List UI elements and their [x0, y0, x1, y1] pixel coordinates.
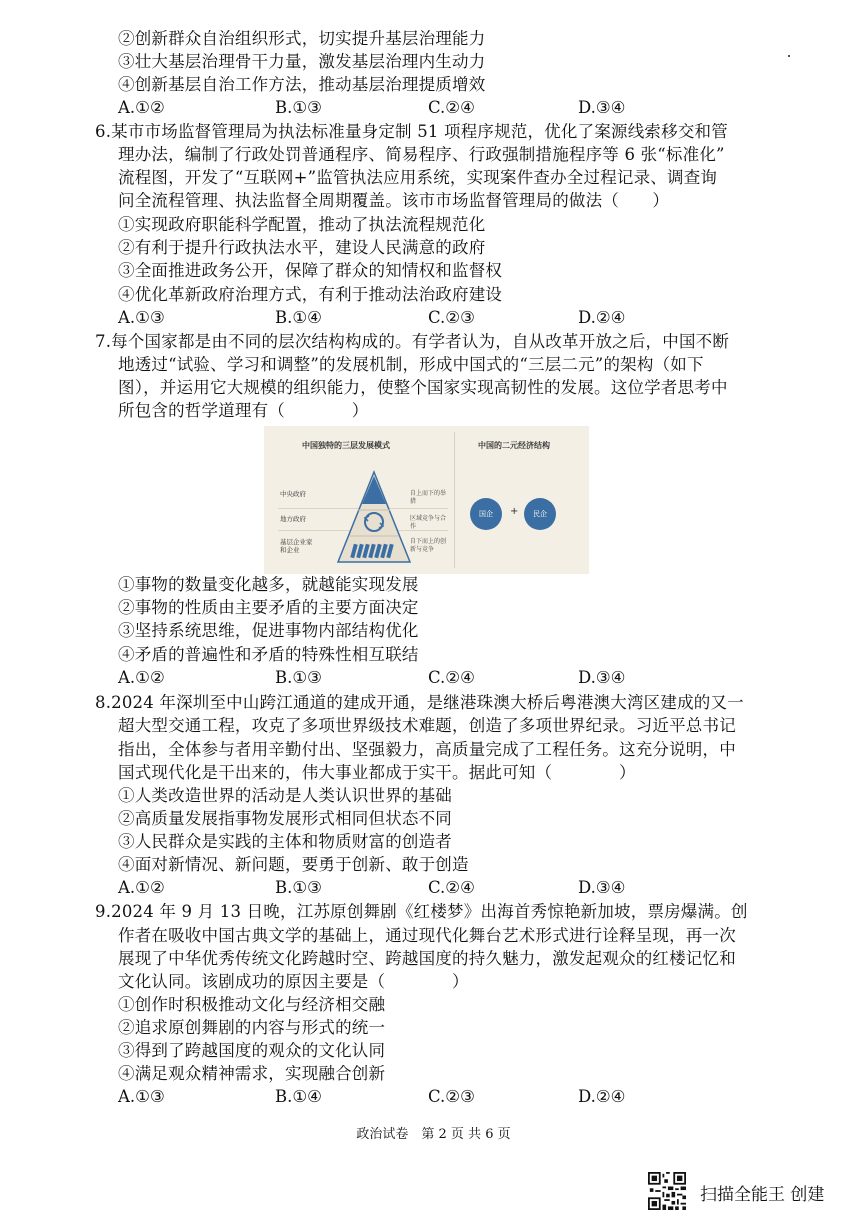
option-statement: ④矛盾的普遍性和矛盾的特殊性相互联结 — [118, 645, 419, 664]
tier-note-top-down: 自上而下的举措 — [410, 490, 447, 505]
question-9-stem: 文化认同。该剧成功的原因主要是（ ） — [118, 972, 469, 991]
option-d: D.②④ — [578, 308, 626, 327]
option-d: D.③④ — [578, 98, 626, 117]
question-9-stem: 作者在吸收中国古典文学的基础上，通过现代化舞台艺术形式进行诠释呈现，再一次 — [118, 926, 736, 945]
option-statement: ③得到了跨越国度的观众的文化认同 — [118, 1041, 386, 1060]
option-a: A.①② — [118, 878, 165, 897]
scan-speck — [788, 55, 790, 57]
tier-note-bottom-up: 自下而上的创新与竞争 — [410, 538, 447, 553]
option-a: A.①③ — [118, 308, 165, 327]
question-8-stem: 8.2024 年深圳至中山跨江通道的建成开通，是继港珠澳大桥后粤港澳大湾区建成的又一 — [95, 693, 744, 712]
option-a: A.①② — [118, 668, 165, 687]
question-9-stem: 展现了中华优秀传统文化跨越时空、跨越国度的持久魅力，激发起观众的红楼记忆和 — [118, 949, 736, 968]
figure-left-title: 中国独特的三层发展模式 — [302, 441, 390, 450]
option-statement: ④优化革新政府治理方式，有利于推动法治政府建设 — [118, 285, 503, 304]
scanner-label: 扫描全能王 创建 — [700, 1185, 825, 1205]
question-9-stem: 9.2024 年 9 月 13 日晚，江苏原创舞剧《红楼梦》出海首秀惊艳新加坡，票房爆满。创 — [95, 902, 748, 921]
figure-right-title: 中国的二元经济结构 — [478, 441, 550, 450]
option-b: B.①④ — [275, 1087, 322, 1106]
option-statement: ①人类改造世界的活动是人类认识世界的基础 — [118, 786, 452, 805]
option-statement: ④创新基层自治工作方法，推动基层治理提质增效 — [118, 75, 486, 94]
tier-label-central: 中央政府 — [280, 490, 306, 498]
option-c: C.②③ — [428, 1087, 475, 1106]
question-7-stem: 地透过“试验、学习和调整”的发展机制，形成中国式的“三层二元”的架构（如下 — [118, 355, 704, 374]
tier-label-grassroots: 基层企业家和企业 — [280, 538, 313, 554]
option-statement: ②高质量发展指事物发展形式相同但状态不同 — [118, 809, 452, 828]
option-statement: ③坚持系统思维，促进事物内部结构优化 — [118, 621, 419, 640]
answer-options — [118, 667, 778, 689]
plus-sign: + — [510, 506, 519, 517]
question-6-stem: 流程图，开发了“互联网+”监管执法应用系统，实现案件查办全过程记录、调查询 — [118, 168, 718, 187]
option-statement: ①实现政府职能科学配置，推动了执法流程规范化 — [118, 215, 486, 234]
option-d: D.③④ — [578, 878, 626, 897]
tier-note-regional: 区域竞争与合作 — [410, 515, 447, 530]
pyramid-icon — [336, 470, 412, 564]
question-6-stem: 6.某市市场监督管理局为执法标准量身定制 51 项程序规范，优化了案源线索移交和管 — [95, 122, 728, 141]
page-footer: 政治试卷 第 2 页 共 6 页 — [356, 1127, 511, 1142]
option-c: C.②④ — [428, 98, 475, 117]
question-8-stem: 国式现代化是干出来的，伟大事业都成于实干。据此可知（ ） — [118, 763, 636, 782]
option-statement: ④满足观众精神需求，实现融合创新 — [118, 1064, 386, 1083]
state-enterprise-circle: 国企 — [470, 498, 502, 530]
option-c: C.②④ — [428, 668, 475, 687]
question-7-stem: 图），并运用它大规模的组织能力，使整个国家实现高韧性的发展。这位学者思考中 — [118, 378, 728, 397]
question-6-stem: 问全流程管理、执法监督全周期覆盖。该市市场监督管理局的做法（ ） — [118, 191, 670, 210]
answer-options — [118, 97, 778, 119]
private-enterprise-circle: 民企 — [524, 498, 556, 530]
scanner-watermark — [648, 1172, 848, 1212]
option-b: B.①③ — [275, 98, 322, 117]
option-statement: ②创新群众自治组织形式，切实提升基层治理能力 — [118, 29, 486, 48]
question-7-stem: 所包含的哲学道理有（ ） — [118, 401, 369, 420]
answer-options — [118, 1086, 778, 1108]
answer-options — [118, 307, 778, 329]
option-d: D.③④ — [578, 668, 626, 687]
option-c: C.②④ — [428, 878, 475, 897]
qr-code-icon — [648, 1172, 686, 1210]
option-d: D.②④ — [578, 1087, 626, 1106]
option-b: B.①③ — [275, 878, 322, 897]
option-statement: ③壮大基层治理骨干力量，激发基层治理内生动力 — [118, 52, 486, 71]
option-b: B.①④ — [275, 308, 322, 327]
question-6-stem: 理办法，编制了行政处罚普通程序、简易程序、行政强制措施程序等 6 张“标准化” — [118, 145, 725, 164]
answer-options — [118, 877, 778, 899]
option-c: C.②③ — [428, 308, 475, 327]
option-statement: ③人民群众是实践的主体和物质财富的创造者 — [118, 832, 452, 851]
figure-divider — [454, 432, 455, 568]
option-statement: ③全面推进政务公开，保障了群众的知情权和监督权 — [118, 261, 503, 280]
option-statement: ②追求原创舞剧的内容与形式的统一 — [118, 1018, 386, 1037]
option-statement: ①事物的数量变化越多，就越能实现发展 — [118, 575, 419, 594]
question-8-stem: 超大型交通工程，攻克了多项世界级技术难题，创造了多项世界纪录。习近平总书记 — [118, 716, 736, 735]
option-statement: ②有利于提升行政执法水平，建设人民满意的政府 — [118, 238, 486, 257]
tier-label-local: 地方政府 — [280, 515, 306, 523]
option-statement: ②事物的性质由主要矛盾的主要方面决定 — [118, 598, 419, 617]
option-b: B.①③ — [275, 668, 322, 687]
question-8-stem: 指出，全体参与者用辛勤付出、坚强毅力，高质量完成了工程任务。这充分说明，中 — [118, 740, 736, 759]
option-a: A.①② — [118, 98, 165, 117]
three-tier-figure — [264, 426, 589, 574]
question-7-stem: 7.每个国家都是由不同的层次结构构成的。有学者认为，自从改革开放之后，中国不断 — [95, 332, 730, 351]
option-statement: ①创作时积极推动文化与经济相交融 — [118, 995, 386, 1014]
option-a: A.①③ — [118, 1087, 165, 1106]
option-statement: ④面对新情况、新问题，要勇于创新、敢于创造 — [118, 855, 469, 874]
